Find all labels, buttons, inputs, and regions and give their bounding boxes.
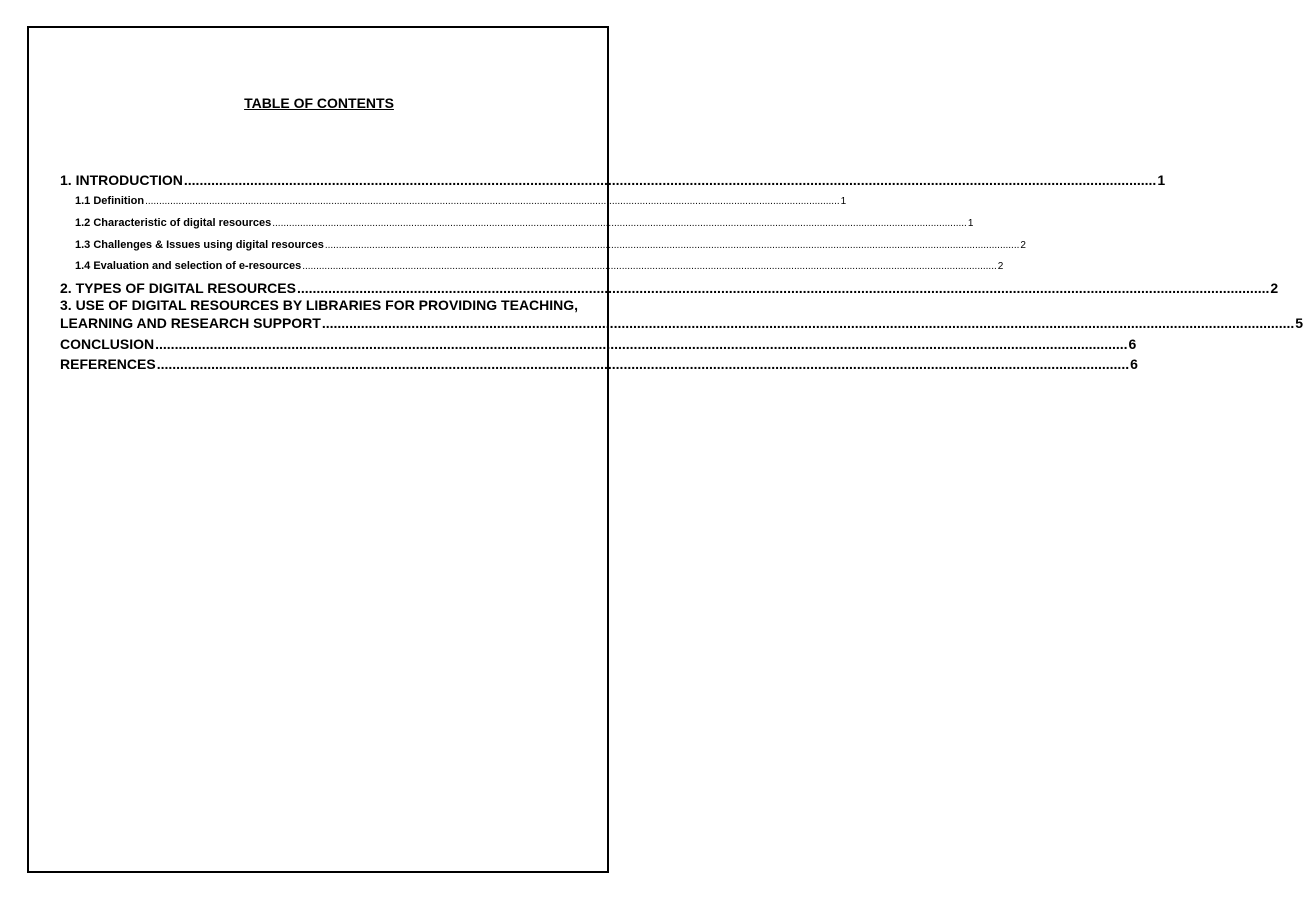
toc-leader: .......................................................................................................................................................................................................................................................... — [155, 336, 1128, 352]
toc-leader: .......................................................................................................................................................................................................................................................... — [302, 261, 997, 272]
toc-page-number: 6 — [1130, 356, 1138, 372]
toc-leader: .......................................................................................................................................................................................................................................................... — [296, 280, 1270, 296]
toc-page-number: 1 — [967, 218, 974, 229]
toc-leader: .......................................................................................................................................................................................................................................................... — [324, 240, 1020, 251]
toc-entry-challenges[interactable] — [75, 238, 1026, 253]
toc-page-number: 2 — [997, 261, 1004, 272]
toc-leader: .......................................................................................................................................................................................................................................................... — [321, 315, 1295, 331]
toc-entry-conclusion[interactable] — [60, 335, 1137, 353]
toc-entry-text: CONCLUSION — [60, 336, 155, 352]
toc-page-number: 5 — [1295, 315, 1303, 331]
toc-entry-introduction[interactable] — [60, 171, 1166, 189]
toc-page-number: 2 — [1020, 240, 1026, 251]
toc-leader: .......................................................................................................................................................................................................................................................... — [272, 218, 967, 229]
toc-entry-text: REFERENCES — [60, 356, 156, 372]
toc-entry-use-of-digital-resources[interactable] — [60, 296, 1303, 332]
toc-leader: .......................................................................................................................................................................................................................................................... — [183, 172, 1157, 188]
toc-entry-text: 1.4 Evaluation and selection of e-resources — [75, 260, 302, 272]
toc-entry-characteristic[interactable] — [75, 216, 974, 231]
toc-page-number: 2 — [1270, 280, 1279, 296]
toc-leader: .......................................................................................................................................................................................................................................................... — [145, 196, 840, 207]
toc-entry-text-line2: LEARNING AND RESEARCH SUPPORT — [60, 315, 321, 331]
toc-entry-text: 1.1 Definition — [75, 195, 145, 207]
toc-entry-text-line1: 3. USE OF DIGITAL RESOURCES BY LIBRARIES FOR PROVIDING TEACHING, — [60, 297, 579, 313]
toc-entry-types[interactable] — [60, 279, 1279, 297]
page-border — [27, 26, 609, 873]
toc-entry-text: 1.3 Challenges & Issues using digital resources — [75, 239, 324, 251]
toc-entry-references[interactable] — [60, 355, 1138, 373]
toc-entry-text: 1.2 Characteristic of digital resources — [75, 217, 272, 229]
toc-entry-evaluation[interactable] — [75, 259, 1004, 274]
toc-page-number: 1 — [1157, 172, 1166, 188]
toc-entry-text: 1. INTRODUCTION — [60, 172, 183, 188]
toc-title: TABLE OF CONTENTS — [244, 95, 394, 111]
toc-page-number: 6 — [1128, 336, 1137, 352]
toc-entry-text: 2. TYPES OF DIGITAL RESOURCES — [60, 280, 296, 296]
toc-page-number: 1 — [840, 196, 847, 207]
toc-entry-definition[interactable] — [75, 194, 847, 209]
toc-leader: .......................................................................................................................................................................................................................................................... — [156, 356, 1130, 372]
